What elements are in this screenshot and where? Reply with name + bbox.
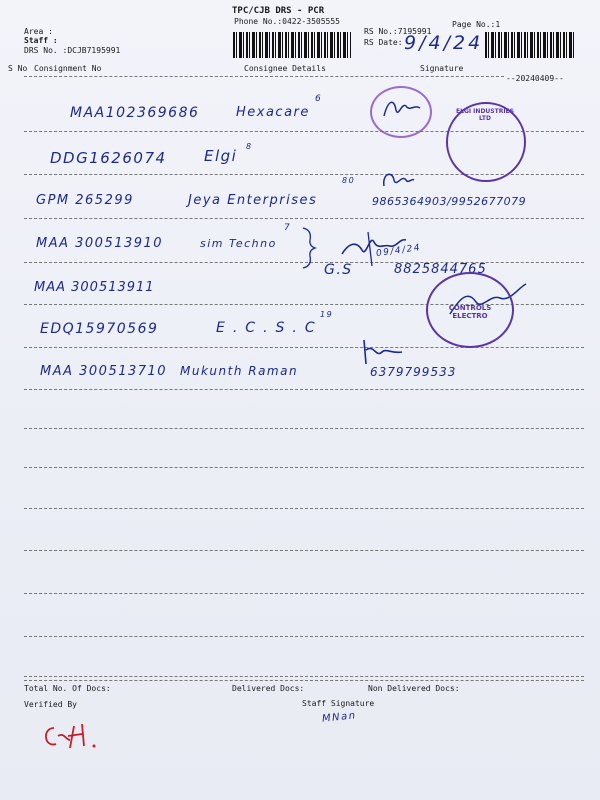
non-delivered-docs-label: Non Delivered Docs: bbox=[368, 684, 460, 693]
signature-ecsc bbox=[358, 336, 406, 366]
entry-consignee: Mukunth Raman bbox=[180, 364, 299, 378]
column-sno: S No bbox=[8, 64, 28, 73]
staff-label: Staff : bbox=[24, 36, 58, 45]
entry-extra: 19 bbox=[320, 310, 334, 319]
rs-date-label: RS Date: bbox=[364, 38, 403, 47]
signed-date: 09/4/24 bbox=[375, 242, 422, 260]
elgi-industries-stamp bbox=[446, 102, 526, 182]
entry-consignment: DDG1626074 bbox=[50, 149, 167, 167]
entry-extra: 8 bbox=[246, 142, 253, 151]
rs-number: RS No.:7195991 bbox=[364, 27, 432, 36]
row-rule bbox=[24, 676, 584, 677]
total-docs-label: Total No. Of Docs: bbox=[24, 684, 111, 693]
column-signature: Signature bbox=[420, 64, 464, 73]
verified-by-label: Verified By bbox=[24, 700, 77, 709]
signature-initials: G.S bbox=[324, 262, 353, 278]
entry-consignee: E.C.S.C bbox=[216, 320, 323, 336]
entry-consignment: EDQ15970569 bbox=[40, 321, 159, 337]
brace-mark bbox=[300, 226, 320, 270]
stamp-text: CONTROLS ELECTRO bbox=[448, 304, 492, 320]
entry-phone: 6379799533 bbox=[370, 365, 457, 379]
entry-consignee: Hexacare bbox=[236, 105, 310, 120]
entry-extra: 7 bbox=[284, 223, 292, 233]
entry-consignment: GPM 265299 bbox=[36, 193, 134, 208]
drs-number: DRS No. :DCJB7195991 bbox=[24, 46, 121, 55]
row-rule bbox=[24, 636, 584, 637]
entry-consignment: MAA 300513911 bbox=[34, 280, 155, 295]
footer-divider bbox=[24, 680, 584, 681]
verified-by-red-signature bbox=[40, 718, 110, 752]
staff-signature-handwritten: MNan bbox=[321, 710, 358, 725]
delivered-docs-label: Delivered Docs: bbox=[232, 684, 305, 693]
header-divider bbox=[24, 76, 504, 77]
column-consignment: Consignment No bbox=[34, 64, 102, 73]
row-rule bbox=[24, 593, 584, 594]
row-rule bbox=[24, 550, 584, 551]
barcode-right bbox=[485, 32, 575, 58]
page-number: Page No.:1 bbox=[452, 20, 501, 29]
entry-phone: 8825844765 bbox=[394, 262, 487, 277]
stamp-text: ELGI INDUSTRIES LTD bbox=[456, 108, 514, 122]
rs-date-handwritten: 9/4/24 bbox=[404, 32, 484, 54]
entry-consignment: MAA 300513910 bbox=[36, 236, 164, 251]
row-rule bbox=[24, 389, 584, 390]
entry-consignment: MAA102369686 bbox=[70, 105, 200, 121]
row-rule bbox=[24, 428, 584, 429]
entry-consignee: Elgi bbox=[204, 147, 238, 165]
signature-jeya bbox=[378, 168, 418, 192]
row-rule bbox=[24, 508, 584, 509]
row-rule bbox=[24, 467, 584, 468]
area-label: Area : bbox=[24, 27, 53, 36]
row-rule bbox=[24, 218, 584, 219]
controls-electro-stamp bbox=[426, 272, 514, 348]
barcode-left bbox=[233, 32, 351, 58]
company-stamp-small bbox=[370, 86, 432, 138]
print-date: --20240409-- bbox=[506, 74, 564, 83]
entry-phone: 9865364903/9952677079 bbox=[372, 195, 527, 208]
column-consignee: Consignee Details bbox=[244, 64, 326, 73]
phone-number: Phone No.:0422-3505555 bbox=[234, 17, 340, 26]
entry-extra: 6 bbox=[315, 94, 323, 104]
sheet-title: TPC/CJB DRS - PCR bbox=[232, 6, 325, 16]
entry-consignee: Jeya Enterprises bbox=[188, 193, 318, 208]
entry-consignment: MAA 300513710 bbox=[40, 364, 168, 379]
signature-sim-techno bbox=[338, 228, 410, 270]
entry-consignee: sim Techno bbox=[200, 237, 277, 250]
mark-annotation: 80 bbox=[342, 176, 356, 185]
staff-signature-label: Staff Signature bbox=[302, 699, 375, 708]
row-rule bbox=[24, 347, 584, 348]
